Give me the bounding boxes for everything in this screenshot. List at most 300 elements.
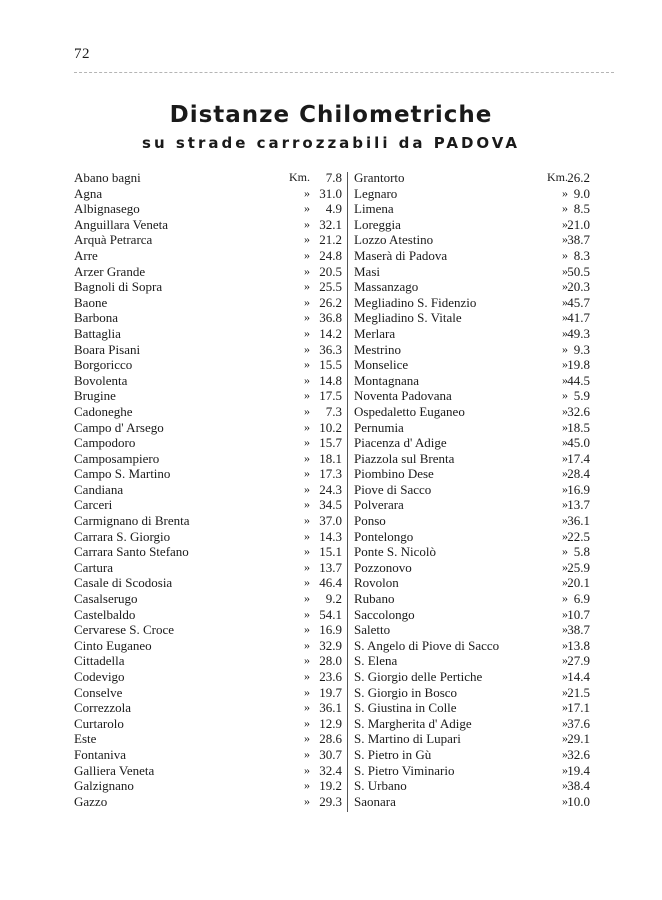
distance-unit: »: [562, 232, 568, 247]
place-name: Ospedaletto Euganeo: [354, 403, 465, 419]
distance-unit: »: [304, 700, 310, 715]
distance-value: 21.5: [567, 684, 590, 700]
distance-unit: »: [562, 669, 568, 683]
distance-value: 15.1: [319, 544, 342, 560]
table-row: [354, 763, 604, 779]
place-name: Piacenza d' Adige: [354, 435, 447, 451]
distance-value: 8.3: [573, 247, 590, 263]
distance-unit: »: [562, 746, 568, 761]
distance-value: 45.0: [567, 435, 590, 451]
distance-value: 19.4: [567, 762, 590, 778]
distance-value: 50.5: [567, 263, 590, 279]
distance-unit: »: [304, 357, 310, 372]
table-row: [354, 217, 604, 233]
table-row: [354, 357, 604, 373]
distance-value: 38.7: [567, 622, 590, 638]
place-name: Pozzonovo: [354, 559, 412, 575]
table-row: [74, 575, 342, 591]
distance-value: 34.5: [319, 497, 342, 513]
distance-unit: »: [562, 700, 568, 715]
table-row: [354, 435, 604, 451]
place-name: Campodoro: [74, 435, 136, 451]
distance-value: 21.2: [319, 232, 342, 248]
table-row: [354, 529, 604, 545]
table-row: [74, 591, 342, 607]
distance-unit: »: [562, 715, 568, 730]
table-row: [354, 778, 604, 794]
distance-unit: »: [304, 263, 310, 278]
distance-value: 29.3: [319, 793, 342, 809]
place-name: Maserà di Padova: [354, 247, 448, 263]
distance-unit: »: [562, 637, 568, 652]
distance-value: 17.5: [319, 388, 342, 404]
place-name: Rubano: [354, 591, 395, 607]
place-name: Galliera Veneta: [74, 762, 155, 778]
place-name: Montagnana: [354, 372, 419, 388]
distance-value: 5.8: [573, 544, 590, 560]
table-row: [354, 513, 604, 529]
distance-value: 28.4: [567, 466, 590, 482]
distance-value: 24.3: [319, 481, 342, 497]
place-name: Arre: [74, 247, 98, 263]
distance-unit: »: [562, 325, 568, 340]
table-row: [354, 342, 604, 358]
table-row: [74, 217, 342, 233]
distance-unit: »: [304, 450, 310, 465]
table-row: [74, 607, 342, 623]
distance-unit: »: [304, 606, 310, 621]
table-row: [354, 451, 604, 467]
table-row: [74, 778, 342, 794]
distance-unit: »: [562, 591, 568, 606]
distance-unit: »: [304, 497, 310, 512]
distance-value: 26.2: [567, 170, 590, 185]
table-row: [74, 310, 342, 326]
place-name: Galzignano: [74, 778, 134, 794]
distance-unit: »: [304, 216, 310, 231]
distance-value: 7.3: [325, 403, 342, 419]
place-name: Polverara: [354, 497, 404, 513]
distance-unit: »: [304, 466, 310, 481]
place-name: Masi: [354, 263, 380, 279]
table-row: [74, 201, 342, 217]
table-row: [354, 638, 604, 654]
distance-value: 32.6: [567, 403, 590, 419]
table-row: [74, 232, 342, 248]
place-name: S. Giorgio delle Pertiche: [354, 669, 483, 684]
distance-value: 15.5: [319, 357, 342, 373]
place-name: Ponte S. Nicolò: [354, 544, 436, 560]
place-name: Saccolongo: [354, 606, 415, 622]
distance-unit: »: [562, 606, 568, 621]
distance-unit: »: [562, 357, 568, 372]
table-row: [354, 731, 604, 747]
place-name: Bagnoli di Sopra: [74, 279, 163, 295]
place-name: Boara Pisani: [74, 341, 141, 357]
table-row: [354, 295, 604, 311]
table-row: [354, 373, 604, 389]
distance-unit: »: [562, 481, 568, 496]
table-row: [74, 716, 342, 732]
place-name: Noventa Padovana: [354, 388, 452, 404]
table-row: [74, 295, 342, 311]
table-row: [354, 264, 604, 280]
place-name: Este: [74, 731, 97, 747]
table-row: [354, 685, 604, 701]
place-name: Cinto Euganeo: [74, 637, 152, 653]
distance-unit: »: [304, 622, 310, 637]
distance-value: 26.2: [319, 294, 342, 310]
table-row: [74, 279, 342, 295]
distance-value: 36.3: [319, 341, 342, 357]
place-name: Gazzo: [74, 793, 108, 809]
distance-unit: »: [304, 325, 310, 340]
distance-unit: »: [562, 559, 568, 574]
place-name: Arzer Grande: [74, 263, 146, 279]
table-row: [74, 544, 342, 560]
place-name: Carmignano di Brenta: [74, 513, 190, 529]
distance-unit: »: [304, 591, 310, 606]
distance-unit: »: [304, 201, 310, 216]
table-row: [74, 404, 342, 420]
table-row: [74, 388, 342, 404]
place-name: Loreggia: [354, 216, 401, 232]
place-name: Saonara: [354, 793, 396, 809]
distance-value: 7.8: [325, 170, 342, 185]
distance-unit: »: [562, 450, 568, 465]
table-row: [74, 248, 342, 264]
table-row: [74, 170, 342, 186]
table-row: [74, 529, 342, 545]
distance-unit: »: [304, 419, 310, 434]
place-name: Arquà Petrarca: [74, 232, 153, 248]
table-row: [354, 482, 604, 498]
distance-value: 32.4: [319, 762, 342, 778]
page-number: 72: [74, 46, 90, 62]
distance-value: 8.5: [573, 201, 590, 217]
place-name: Fontaniva: [74, 746, 126, 762]
distance-value: 5.9: [573, 388, 590, 404]
header-rule: [74, 72, 614, 73]
distance-value: 32.1: [319, 216, 342, 232]
place-name: Carrara Santo Stefano: [74, 544, 189, 560]
distance-unit: »: [562, 778, 568, 793]
distance-value: 24.8: [319, 247, 342, 263]
table-row: [354, 591, 604, 607]
table-row: [74, 482, 342, 498]
distance-unit: »: [304, 793, 310, 808]
distance-value: 23.6: [319, 669, 342, 684]
distance-value: 21.0: [567, 216, 590, 232]
distance-value: 12.9: [319, 715, 342, 731]
distance-unit: »: [304, 435, 310, 450]
place-name: Brugine: [74, 388, 116, 404]
place-name: S. Urbano: [354, 778, 407, 794]
distance-value: 9.0: [573, 185, 590, 201]
table-row: [354, 310, 604, 326]
place-name: Piove di Sacco: [354, 481, 432, 497]
place-name: Cittadella: [74, 653, 125, 669]
distance-unit: »: [562, 544, 568, 559]
distance-value: 18.5: [567, 419, 590, 435]
distance-value: 36.1: [319, 700, 342, 716]
table-row: [74, 497, 342, 513]
place-name: Monselice: [354, 357, 409, 373]
distance-value: 20.5: [319, 263, 342, 279]
place-name: Carceri: [74, 497, 113, 513]
place-name: Camposampiero: [74, 450, 160, 466]
distance-unit: »: [304, 731, 310, 746]
distance-value: 13.7: [567, 497, 590, 513]
table-row: [354, 669, 604, 685]
distance-value: 49.3: [567, 325, 590, 341]
place-name: Massanzago: [354, 279, 419, 295]
table-row: [354, 607, 604, 623]
place-name: Campo S. Martino: [74, 466, 171, 482]
place-name: Limena: [354, 201, 394, 217]
distance-value: 9.2: [325, 591, 342, 607]
distance-unit: »: [304, 778, 310, 793]
place-name: Pontelongo: [354, 528, 414, 544]
place-name: Anguillara Veneta: [74, 216, 168, 232]
distance-column-right: [354, 170, 604, 809]
table-row: [74, 731, 342, 747]
distance-value: 38.4: [567, 778, 590, 794]
table-row: [74, 747, 342, 763]
distance-value: 46.4: [319, 575, 342, 591]
table-row: [354, 544, 604, 560]
table-row: [74, 513, 342, 529]
distance-value: 18.1: [319, 450, 342, 466]
place-name: S. Giustina in Colle: [354, 700, 457, 716]
table-row: [354, 326, 604, 342]
table-row: [354, 575, 604, 591]
table-row: [354, 700, 604, 716]
place-name: Candiana: [74, 481, 124, 497]
distance-unit: »: [304, 528, 310, 543]
distance-unit: »: [304, 341, 310, 356]
place-name: Conselve: [74, 684, 123, 700]
distance-value: 28.0: [319, 653, 342, 669]
distance-value: 41.7: [567, 310, 590, 326]
place-name: Castelbaldo: [74, 606, 136, 622]
distance-value: 22.5: [567, 528, 590, 544]
table-row: [354, 622, 604, 638]
distance-unit: »: [562, 403, 568, 418]
table-row: [354, 279, 604, 295]
distance-value: 27.9: [567, 653, 590, 669]
place-name: Piombino Dese: [354, 466, 434, 482]
distance-unit: Km.: [547, 170, 568, 184]
place-name: Bovolenta: [74, 372, 128, 388]
place-name: Pernumia: [354, 419, 404, 435]
distance-value: 32.9: [319, 637, 342, 653]
distance-value: 14.2: [319, 325, 342, 341]
distance-value: 19.8: [567, 357, 590, 373]
distance-unit: »: [304, 559, 310, 574]
place-name: S. Giorgio in Bosco: [354, 684, 458, 700]
distance-value: 19.7: [319, 684, 342, 700]
column-divider: [347, 172, 348, 812]
place-name: Correzzola: [74, 700, 132, 716]
table-row: [354, 497, 604, 513]
place-name: Curtarolo: [74, 715, 124, 731]
distance-unit: »: [304, 247, 310, 262]
distance-unit: »: [562, 513, 568, 528]
distance-unit: »: [304, 513, 310, 528]
table-row: [354, 420, 604, 436]
table-row: [354, 186, 604, 202]
table-row: [74, 763, 342, 779]
place-name: Mestrino: [354, 341, 401, 357]
table-row: [74, 420, 342, 436]
distance-value: 29.1: [567, 731, 590, 747]
distance-value: 16.9: [319, 622, 342, 638]
place-name: Megliadino S. Fidenzio: [354, 294, 477, 310]
table-row: [354, 794, 604, 810]
distance-unit: »: [304, 575, 310, 590]
distance-value: 13.8: [567, 637, 590, 653]
place-name: Battaglia: [74, 325, 121, 341]
distance-unit: »: [304, 403, 310, 418]
table-row: [354, 466, 604, 482]
table-row: [74, 622, 342, 638]
place-name: S. Margherita d' Adige: [354, 715, 472, 731]
place-name: Codevigo: [74, 669, 125, 684]
distance-unit: »: [562, 372, 568, 387]
table-row: [354, 716, 604, 732]
distance-unit: »: [304, 715, 310, 730]
table-row: [354, 170, 604, 186]
distance-unit: »: [562, 247, 568, 262]
table-row: [74, 373, 342, 389]
distance-value: 19.2: [319, 778, 342, 794]
place-name: Cervarese S. Croce: [74, 622, 174, 638]
table-row: [354, 248, 604, 264]
distance-value: 15.7: [319, 435, 342, 451]
place-name: Casale di Scodosia: [74, 575, 173, 591]
distance-unit: »: [562, 793, 568, 808]
place-name: S. Martino di Lupari: [354, 731, 461, 747]
distance-unit: »: [562, 185, 568, 200]
distance-value: 13.7: [319, 559, 342, 575]
distance-value: 10.2: [319, 419, 342, 435]
place-name: Piazzola sul Brenta: [354, 450, 455, 466]
distance-unit: »: [562, 684, 568, 699]
distance-unit: »: [304, 544, 310, 559]
distance-unit: »: [562, 419, 568, 434]
table-row: [354, 201, 604, 217]
table-row: [74, 685, 342, 701]
distance-unit: »: [304, 185, 310, 200]
place-name: S. Elena: [354, 653, 398, 669]
distance-unit: »: [304, 388, 310, 403]
distance-unit: »: [304, 279, 310, 294]
distance-value: 17.3: [319, 466, 342, 482]
distance-value: 37.6: [567, 715, 590, 731]
distance-unit: »: [304, 294, 310, 309]
distance-unit: »: [562, 341, 568, 356]
place-name: Baone: [74, 294, 108, 310]
place-name: Casalserugo: [74, 591, 138, 607]
distance-unit: »: [562, 497, 568, 512]
distance-unit: »: [304, 372, 310, 387]
table-row: [354, 560, 604, 576]
distance-unit: »: [562, 731, 568, 746]
table-row: [74, 186, 342, 202]
table-row: [74, 435, 342, 451]
distance-value: 25.9: [567, 559, 590, 575]
distance-unit: »: [562, 279, 568, 294]
place-name: Barbona: [74, 310, 119, 326]
place-name: Megliadino S. Vitale: [354, 310, 462, 326]
distance-unit: »: [562, 762, 568, 777]
distance-column-left: [74, 170, 342, 809]
place-name: Grantorto: [354, 170, 405, 185]
table-row: [74, 466, 342, 482]
distance-value: 38.7: [567, 232, 590, 248]
distance-unit: »: [304, 232, 310, 247]
table-row: [354, 404, 604, 420]
distance-value: 37.0: [319, 513, 342, 529]
table-row: [74, 560, 342, 576]
distance-value: 17.4: [567, 450, 590, 466]
place-name: Cartura: [74, 559, 113, 575]
distance-unit: »: [562, 622, 568, 637]
place-name: Rovolon: [354, 575, 399, 591]
distance-value: 36.8: [319, 310, 342, 326]
place-name: Campo d' Arsego: [74, 419, 164, 435]
table-row: [354, 747, 604, 763]
distance-unit: »: [304, 481, 310, 496]
place-name: Cadoneghe: [74, 403, 133, 419]
place-name: Lozzo Atestino: [354, 232, 434, 248]
distance-value: 20.1: [567, 575, 590, 591]
distance-unit: »: [562, 201, 568, 216]
place-name: S. Angelo di Piove di Sacco: [354, 637, 500, 653]
distance-value: 28.6: [319, 731, 342, 747]
place-name: Abano bagni: [74, 170, 141, 185]
table-row: [74, 638, 342, 654]
distance-unit: »: [304, 746, 310, 761]
table-row: [74, 357, 342, 373]
distance-value: 44.5: [567, 372, 590, 388]
distance-value: 14.4: [567, 669, 590, 684]
table-row: [74, 342, 342, 358]
place-name: Legnaro: [354, 185, 398, 201]
distance-unit: »: [562, 575, 568, 590]
distance-value: 6.9: [573, 591, 590, 607]
distance-unit: »: [562, 294, 568, 309]
table-row: [74, 326, 342, 342]
distance-unit: »: [562, 310, 568, 325]
place-name: Borgoricco: [74, 357, 133, 373]
distance-value: 10.0: [567, 793, 590, 809]
table-row: [74, 669, 342, 685]
place-name: Saletto: [354, 622, 391, 638]
table-row: [74, 700, 342, 716]
distance-unit: »: [562, 653, 568, 668]
table-row: [74, 794, 342, 810]
table-row: [74, 653, 342, 669]
place-name: Ponso: [354, 513, 386, 529]
place-name: Albignasego: [74, 201, 140, 217]
place-name: S. Pietro Viminario: [354, 762, 455, 778]
distance-unit: »: [562, 435, 568, 450]
table-row: [354, 388, 604, 404]
table-row: [74, 451, 342, 467]
distance-unit: »: [562, 528, 568, 543]
